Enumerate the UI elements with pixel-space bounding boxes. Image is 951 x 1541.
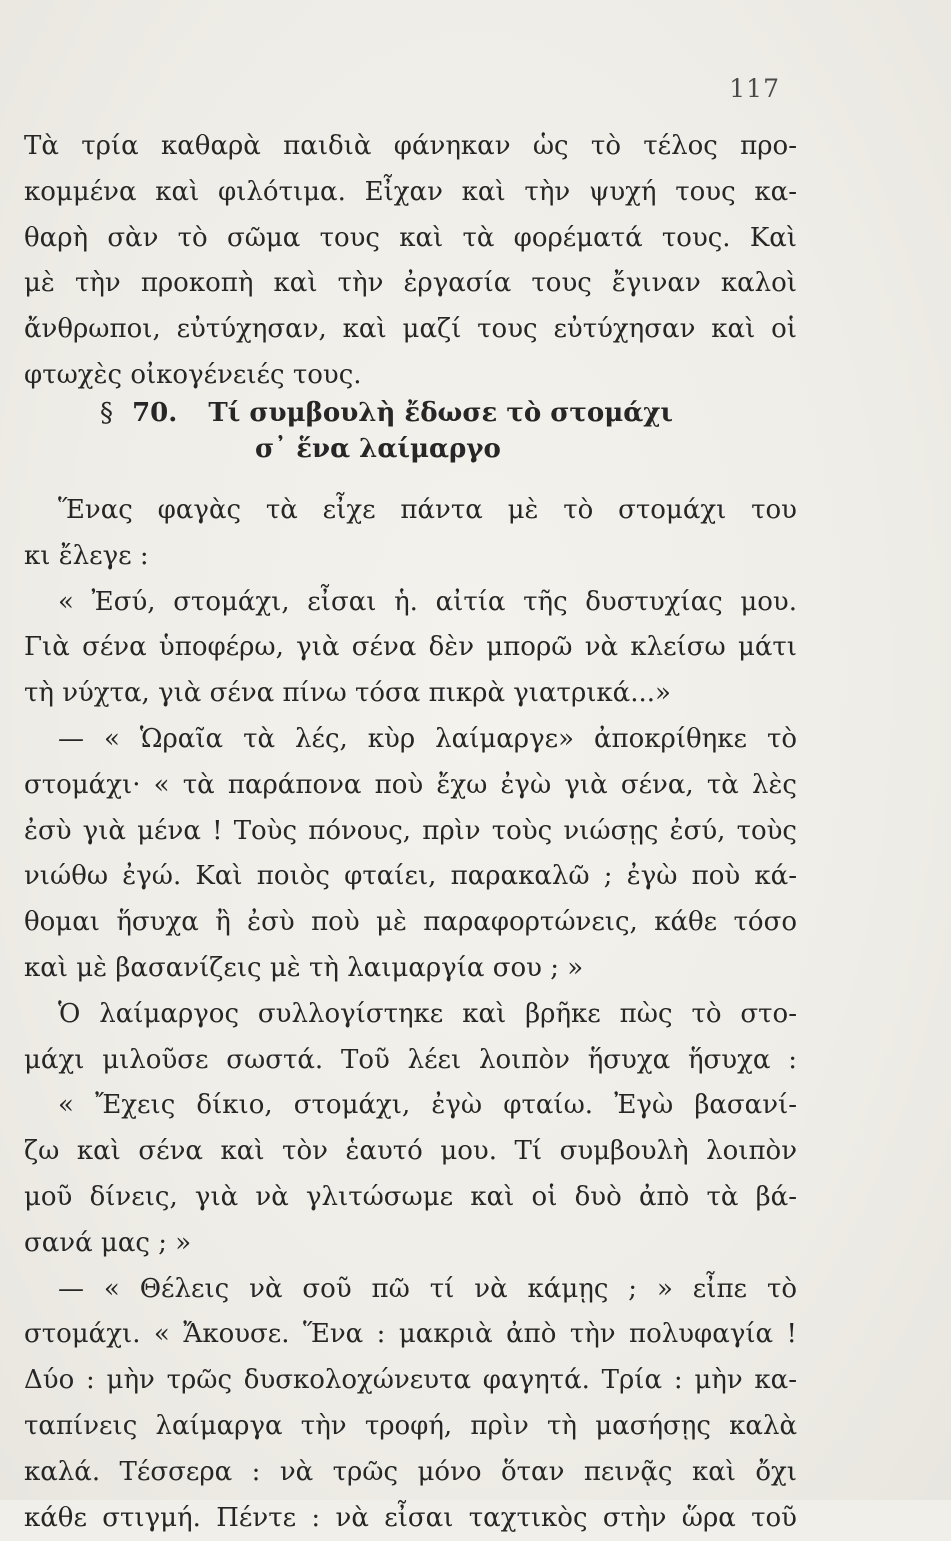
intro-paragraph — [24, 124, 797, 399]
text-line: Γιὰ σένα ὑποφέρω, γιὰ σένα δὲν μπορῶ νὰ κλείσω μάτι — [24, 632, 797, 663]
section-number: 70. — [132, 398, 178, 428]
text-line: σανά μας ; » — [24, 1227, 192, 1258]
text-line: Τὰ τρία καθαρὰ παιδιὰ φάνηκαν ὡς τὸ τέλος προ- — [24, 131, 797, 161]
story-text — [24, 488, 797, 1541]
text-line: μοῦ δίνεις, γιὰ νὰ γλιτώσωμε καὶ οἱ δυὸ ἀπὸ τὰ βά- — [24, 1181, 797, 1212]
text-line: νιώθω ἐγώ. Καὶ ποιὸς φταίει, παρακαλῶ ; ἐγὼ ποὺ κά- — [24, 861, 797, 892]
section-title: Τί συμβουλὴ ἔδωσε τὸ στομάχι — [208, 398, 673, 428]
text-line: ἐσὺ γιὰ μένα ! Τοὺς πόνους, πρὶν τοὺς νιώσῃς ἐσύ, τοὺς — [24, 815, 797, 846]
text-line: ζω καὶ σένα καὶ τὸν ἑαυτό μου. Τί συμβουλὴ λοιπὸν — [24, 1136, 797, 1167]
text-line: Δύο : μὴν τρῶς δυσκολοχώνευτα φαγητά. Τρία : μὴν κα- — [24, 1365, 797, 1396]
text-line: μὲ τὴν προκοπὴ καὶ τὴν ἐργασία τους ἔγιναν καλοὶ — [24, 268, 797, 299]
text-line: κομμένα καὶ φιλότιμα. Εἶχαν καὶ τὴν ψυχή τους κα- — [24, 176, 797, 207]
text-line: θαρὴ σὰν τὸ σῶμα τους καὶ τὰ φορέματά τους. Καὶ — [24, 222, 797, 253]
text-line: φτωχὲς οἰκογένειές τους. — [24, 359, 362, 390]
text-line: ἄνθρωποι, εὐτύχησαν, καὶ μαζί τους εὐτύχησαν καὶ οἱ — [24, 314, 797, 345]
page-number: 117 — [729, 74, 780, 103]
text-line: μάχι μιλοῦσε σωστά. Τοῦ λέει λοιπὸν ἥσυχα ἥσυχα : — [24, 1044, 797, 1075]
text-line: στομάχι· « τὰ παράπονα ποὺ ἔχω ἐγὼ γιὰ σένα, τὰ λὲς — [24, 769, 797, 800]
text-line: — « Θέλεις νὰ σοῦ πῶ τί νὰ κάμῃς ; » εἶπε τὸ — [58, 1273, 797, 1304]
text-line: Ὁ λαίμαργος συλλογίστηκε καὶ βρῆκε πὼς τὸ στο- — [58, 998, 797, 1029]
section-heading-line-1 — [100, 395, 800, 431]
text-line: κι ἔλεγε : — [24, 540, 149, 571]
text-line: ταπίνεις λαίμαργα τὴν τροφή, πρὶν τὴ μασήσῃς καλὰ — [24, 1410, 797, 1441]
text-line: καλά. Τέσσερα : νὰ τρῶς μόνο ὅταν πεινᾷς καὶ ὄχι — [24, 1456, 797, 1487]
text-line: στομάχι. « Ἄκουσε. Ἕνα : μακριὰ ἀπὸ τὴν πολυφαγία ! — [24, 1319, 797, 1350]
section-heading — [100, 395, 800, 475]
text-line: Ἕνας φαγὰς τὰ εἶχε πάντα μὲ τὸ στομάχι του — [58, 495, 797, 525]
text-line: κάθε στιγμή. Πέντε : νὰ εἶσαι ταχτικὸς στὴν ὥρα τοῦ — [24, 1502, 797, 1533]
text-line: τὴ νύχτα, γιὰ σένα πίνω τόσα πικρὰ γιατρικά...» — [24, 678, 671, 709]
text-line: « Ἐσύ, στομάχι, εἶσαι ἡ. αἰτία τῆς δυστυχίας μου. — [58, 586, 797, 617]
section-title-line-2: σ᾿ ἕνα λαίμαργο — [255, 434, 501, 464]
section-sign: § — [100, 398, 113, 428]
text-line: καὶ μὲ βασανίζεις μὲ τὴ λαιμαργία σου ; » — [24, 952, 584, 983]
text-line: θομαι ἥσυχα ἢ ἐσὺ ποὺ μὲ παραφορτώνεις, κάθε τόσο — [24, 907, 797, 938]
text-line: « Ἔχεις δίκιο, στομάχι, ἐγὼ φταίω. Ἐγὼ βασανί- — [58, 1090, 797, 1121]
text-line: — « Ὡραῖα τὰ λές, κὺρ λαίμαργε» ἀποκρίθηκε τὸ — [58, 723, 797, 754]
